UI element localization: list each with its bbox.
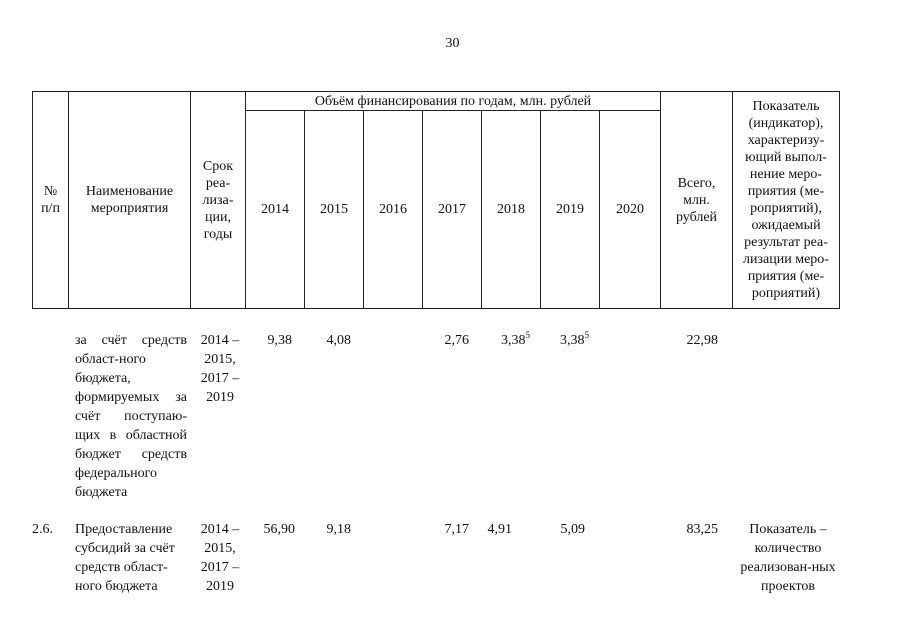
header-year-2014: 2014 <box>246 111 305 309</box>
value-2014: 9,38 <box>267 333 292 348</box>
header-year-2016: 2016 <box>364 111 423 309</box>
value-2019: 5,09 <box>560 522 585 537</box>
row-indicator: Показатель – количество реализован-ных проектов <box>740 522 836 594</box>
header-num: № п/п <box>33 92 69 309</box>
row-term: 2014 – 2015, 2017 – 2019 <box>200 522 240 594</box>
header-year-2019: 2019 <box>541 111 600 309</box>
row-name: за счёт средств област-ного бюджета, формируемых за счёт поступаю-щих в областной бюджет средств федерального бюджета <box>75 333 187 500</box>
value-2014: 56,90 <box>263 522 295 537</box>
page-number: 30 <box>445 36 460 51</box>
header-name: Наименование мероприятия <box>69 92 191 309</box>
value-2018: 3,38$^5$ <box>501 330 530 348</box>
header-year-2018: 2018 <box>482 111 541 309</box>
footnote-mark: 5 <box>525 330 530 340</box>
row-name: Предоставление субсидий за счёт средств област-ного бюджета <box>75 522 175 594</box>
header-funding: Объём финансирования по годам, млн. рублей <box>246 92 661 111</box>
value-2019: 3,38$^5$ <box>560 330 589 348</box>
table-header <box>32 91 840 309</box>
value-2015: 4,08 <box>326 333 351 348</box>
header-indicator: Показатель (индикатор), характеризу-ющий выпол-нение меро-приятия (ме-роприятий), ожидаемый результат реа-лизации меро-приятия (ме-роприятий) <box>733 92 840 309</box>
header-year-2017: 2017 <box>423 111 482 309</box>
header-year-2020: 2020 <box>600 111 661 309</box>
header-term: Срок реа-лиза-ции, годы <box>191 92 246 309</box>
value-2017: 7,17 <box>444 522 469 537</box>
value-total: 83,25 <box>686 522 718 537</box>
value-2015: 9,18 <box>326 522 351 537</box>
value-total: 22,98 <box>686 333 718 348</box>
header-total: Всего, млн. рублей <box>661 92 733 309</box>
row-term: 2014 – 2015, 2017 – 2019 <box>200 333 240 405</box>
header-year-2015: 2015 <box>305 111 364 309</box>
footnote-mark: 5 <box>584 330 589 340</box>
value-2017: 2,76 <box>444 333 469 348</box>
row-num: 2.6. <box>32 522 53 537</box>
value-2018: 4,91 <box>487 522 512 537</box>
